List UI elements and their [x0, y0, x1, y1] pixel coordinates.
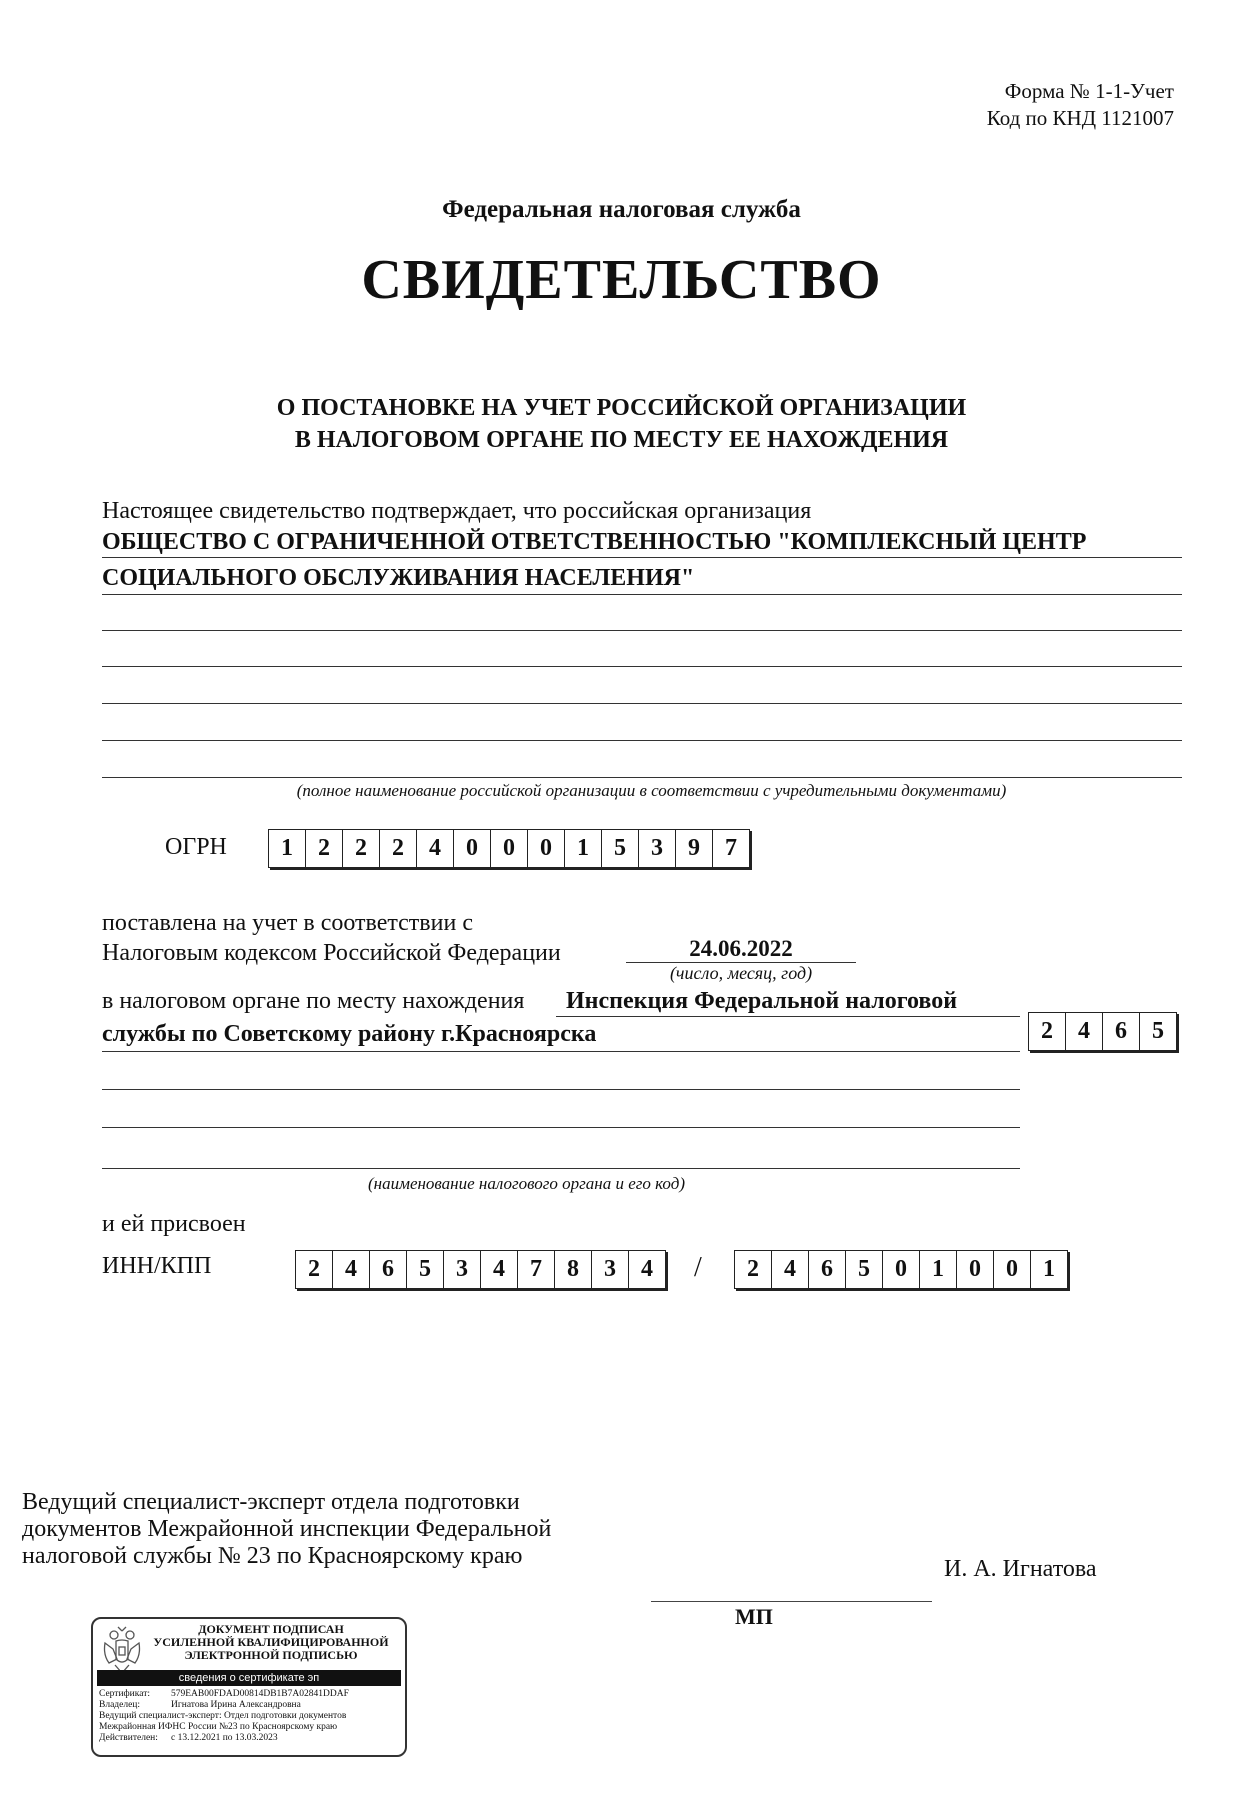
kpp-digit: 6 — [809, 1251, 846, 1288]
owner-label: Владелец: — [99, 1700, 141, 1710]
location-prefix: в налоговом органе по месту нахождения — [102, 988, 525, 1014]
inn-digit: 5 — [407, 1251, 444, 1288]
tax-office-line-5 — [102, 1168, 1020, 1169]
tax-office-code-digit: 2 — [1029, 1013, 1066, 1050]
form-number: Форма № 1-1-Учет — [1004, 79, 1174, 103]
ogrn-digit: 7 — [713, 830, 750, 867]
signatory-position — [22, 1489, 551, 1570]
registration-line-2: Налоговым кодексом Российской Федерации — [102, 940, 561, 966]
ogrn-digit: 2 — [306, 830, 343, 867]
inn-digit: 4 — [629, 1251, 666, 1288]
kpp-digit: 2 — [735, 1251, 772, 1288]
certificate-value: 579EAB00FDAD00814DB1B7A02841DDAF — [171, 1689, 349, 1699]
kpp-digit: 0 — [994, 1251, 1031, 1288]
tax-office-caption: (наименование налогового органа и его код) — [368, 1174, 685, 1193]
tax-office-line-1: Инспекция Федеральной налоговой — [566, 988, 958, 1014]
signature-line — [651, 1601, 932, 1602]
agency-name: Федеральная налоговая служба — [442, 196, 801, 223]
stamp-certificate-info — [99, 1689, 399, 1744]
form-info — [987, 78, 1174, 132]
tax-office-code-cells — [1028, 1012, 1177, 1051]
stamp-header-line-2: УСИЛЕННОЙ КВАЛИФИЦИРОВАННОЙ — [153, 1635, 389, 1649]
stamp-header-line-3: ЭЛЕКТРОННОЙ ПОДПИСЬЮ — [184, 1648, 358, 1662]
org-line-3 — [102, 630, 1182, 631]
seal-label: МП — [735, 1604, 773, 1629]
registration-line-1: поставлена на учет в соответствии с — [102, 910, 473, 936]
document-title: СВИДЕТЕЛЬСТВО — [361, 249, 882, 311]
assigned-label: и ей присвоен — [102, 1211, 246, 1237]
ogrn-cells — [268, 829, 750, 868]
kpp-digit: 1 — [920, 1251, 957, 1288]
tax-office-line-3 — [102, 1089, 1020, 1090]
e-signature-stamp — [91, 1617, 407, 1757]
signatory-line-1: Ведущий специалист-эксперт отдела подготовки — [22, 1489, 520, 1515]
org-line-4 — [102, 666, 1182, 667]
ogrn-digit: 1 — [269, 830, 306, 867]
ogrn-digit: 0 — [528, 830, 565, 867]
registration-date: 24.06.2022 — [689, 936, 793, 961]
stamp-header-line-1: ДОКУМЕНТ ПОДПИСАН — [198, 1622, 344, 1636]
signatory-line-3: налоговой службы № 23 по Красноярскому краю — [22, 1543, 523, 1569]
org-line-5 — [102, 703, 1182, 704]
inn-digit: 6 — [370, 1251, 407, 1288]
tax-office-line-under-2 — [102, 1051, 1020, 1052]
organization-name-line-2: СОЦИАЛЬНОГО ОБСЛУЖИВАНИЯ НАСЕЛЕНИЯ" — [102, 565, 695, 591]
signatory-line-2: документов Межрайонной инспекции Федеральной — [22, 1516, 552, 1542]
tax-office-code-digit: 6 — [1103, 1013, 1140, 1050]
subtitle-line-2: В НАЛОГОВОМ ОРГАНЕ ПО МЕСТУ ЕЕ НАХОЖДЕНИЯ — [294, 427, 949, 453]
inn-digit: 4 — [481, 1251, 518, 1288]
org-line-6 — [102, 740, 1182, 741]
tax-office-code-digit: 5 — [1140, 1013, 1177, 1050]
ogrn-digit: 5 — [602, 830, 639, 867]
kpp-digit: 0 — [883, 1251, 920, 1288]
org-line-2 — [102, 594, 1182, 595]
validity-value: с 13.12.2021 по 13.03.2023 — [171, 1733, 278, 1743]
stamp-header — [143, 1623, 399, 1662]
inn-digit: 2 — [296, 1251, 333, 1288]
kpp-digit: 4 — [772, 1251, 809, 1288]
document-subtitle — [0, 392, 1243, 456]
ogrn-digit: 0 — [454, 830, 491, 867]
ogrn-digit: 4 — [417, 830, 454, 867]
kpp-cells — [734, 1250, 1068, 1289]
intro-text: Настоящее свидетельство подтверждает, что российская организация — [102, 498, 812, 524]
certificate-label: Сертификат: — [99, 1689, 151, 1699]
inn-digit: 4 — [333, 1251, 370, 1288]
kpp-digit: 1 — [1031, 1251, 1068, 1288]
tax-office-line-2: службы по Советскому району г.Красноярска — [102, 1021, 597, 1047]
org-caption: (полное наименование российской организации в соответствии с учредительными документами) — [296, 781, 1007, 800]
inn-digit: 3 — [444, 1251, 481, 1288]
inn-cells — [295, 1250, 666, 1289]
org-line-1 — [102, 557, 1182, 558]
tax-office-line-4 — [102, 1127, 1020, 1128]
tax-office-code-digit: 4 — [1066, 1013, 1103, 1050]
ogrn-digit: 2 — [380, 830, 417, 867]
knd-code: Код по КНД 1121007 — [986, 106, 1174, 130]
ogrn-digit: 2 — [343, 830, 380, 867]
inn-digit: 3 — [592, 1251, 629, 1288]
org-line-7 — [102, 777, 1182, 778]
kpp-digit: 5 — [846, 1251, 883, 1288]
position-line-1: Ведущий специалист-эксперт: Отдел подготовки документов — [99, 1711, 347, 1721]
ogrn-digit: 0 — [491, 830, 528, 867]
emblem-icon — [99, 1625, 145, 1675]
subtitle-line-1: О ПОСТАНОВКЕ НА УЧЕТ РОССИЙСКОЙ ОРГАНИЗАЦИИ — [276, 395, 967, 421]
inn-kpp-label: ИНН/КПП — [102, 1253, 212, 1279]
ogrn-digit: 3 — [639, 830, 676, 867]
owner-value: Игнатова Ирина Александровна — [171, 1700, 301, 1710]
ogrn-digit: 1 — [565, 830, 602, 867]
signatory-name: И. А. Игнатова — [944, 1556, 1097, 1582]
kpp-digit: 0 — [957, 1251, 994, 1288]
inn-kpp-separator: / — [694, 1252, 702, 1283]
stamp-certificate-bar: сведения о сертификате эп — [97, 1670, 401, 1686]
organization-name-line-1: ОБЩЕСТВО С ОГРАНИЧЕННОЙ ОТВЕТСТВЕННОСТЬЮ "КОМПЛЕКСНЫЙ ЦЕНТР — [102, 529, 1087, 555]
ogrn-label: ОГРН — [165, 834, 227, 860]
validity-label: Действителен: — [99, 1733, 158, 1743]
position-line-2: Межрайонная ИФНС России №23 по Красноярскому краю — [99, 1722, 338, 1732]
tax-office-line-under-1 — [556, 1016, 1020, 1017]
ogrn-digit: 9 — [676, 830, 713, 867]
inn-digit: 7 — [518, 1251, 555, 1288]
inn-digit: 8 — [555, 1251, 592, 1288]
date-caption: (число, месяц, год) — [669, 963, 813, 983]
